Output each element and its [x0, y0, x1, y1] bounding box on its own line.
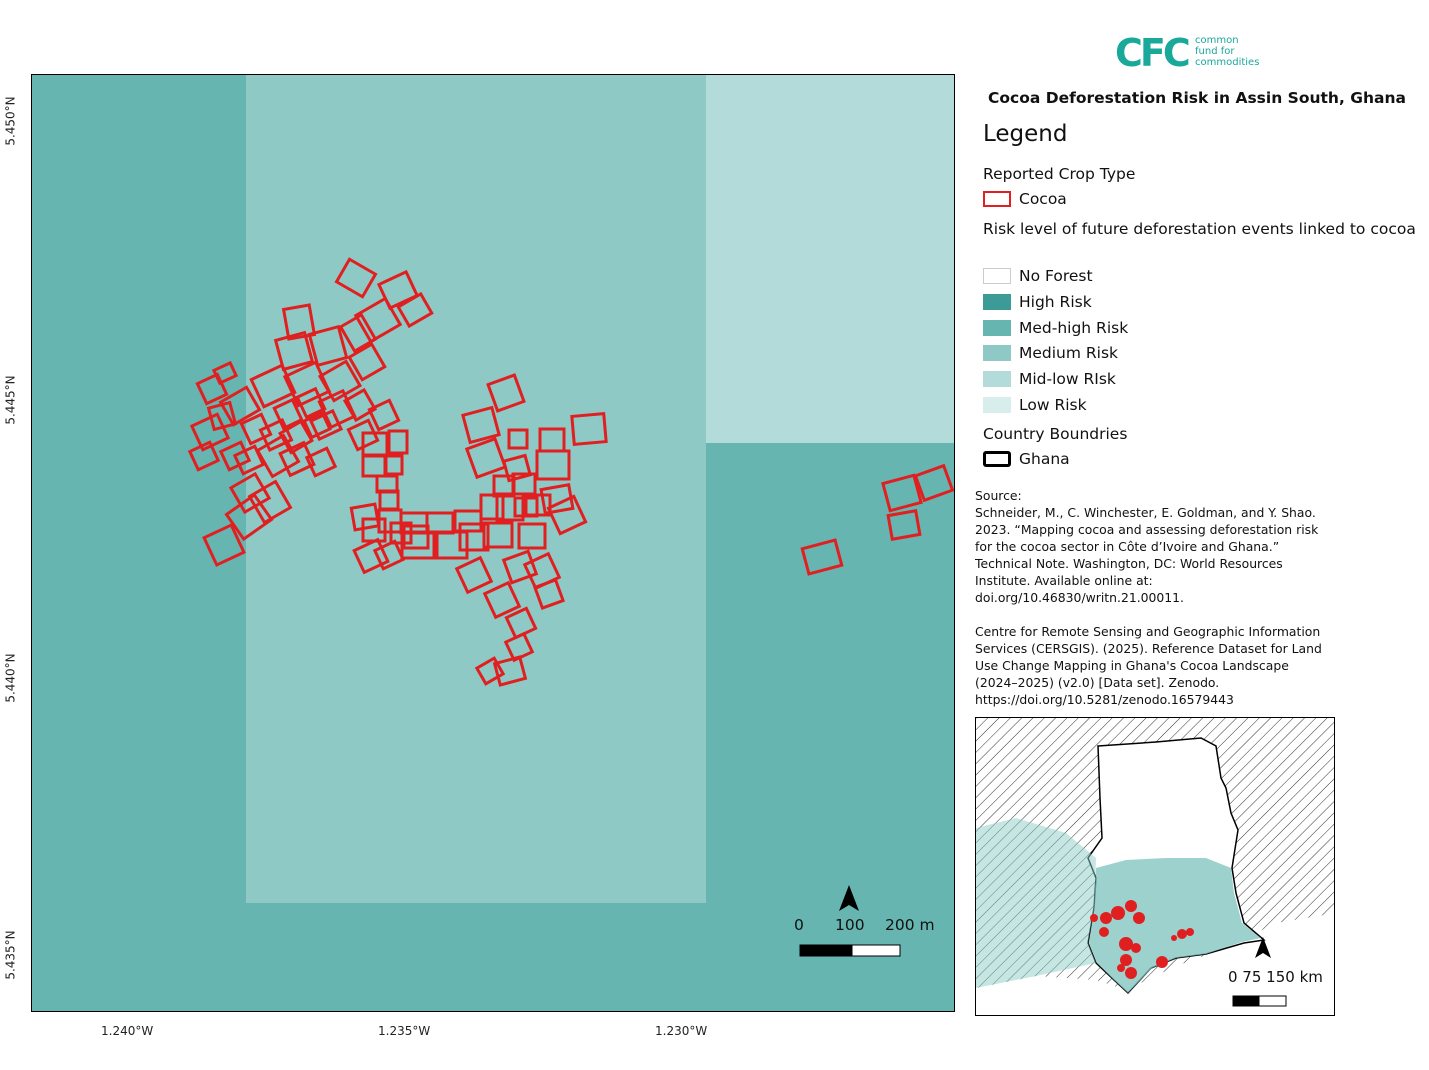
legend-ghana-label: Ghana [1019, 450, 1070, 468]
scale-bar [800, 945, 900, 956]
low-risk-swatch [983, 397, 1011, 413]
lat-tick-label: 5.450°N [3, 96, 18, 146]
source-citation: Schneider, M., C. Winchester, E. Goldman, and Y. Shao. 2023. “Mapping cocoa and assessing deforestation risk for the cocoa sector in Côte d’Ivoire and Ghana.” Technical Note. Washington, DC: World Resources Institute. Available online at: doi.org/10.46830/writn.21.00011. [975, 505, 1319, 605]
logo-mark: CFC [1115, 31, 1188, 75]
legend-risk-item: Med-high Risk [1019, 319, 1129, 337]
scale-label-200: 200 m [885, 916, 935, 934]
map-title: Cocoa Deforestation Risk in Assin South, Ghana [988, 89, 1406, 107]
medium-risk-swatch [983, 345, 1011, 361]
medium-risk-area [246, 75, 706, 903]
lon-tick-label: 1.230°W [655, 1024, 708, 1038]
source-text [975, 487, 1335, 725]
ghana-boundary-swatch [983, 451, 1011, 467]
legend-risk-item: High Risk [1019, 293, 1092, 311]
scale-label-100: 100 [835, 916, 865, 934]
lon-tick-label: 1.235°W [378, 1024, 431, 1038]
source-label: Source: [975, 488, 1022, 503]
high-risk-swatch [983, 294, 1011, 310]
inset-scale-bar [1233, 996, 1286, 1006]
legend-risk-item: Medium Risk [1019, 344, 1119, 362]
scale-label-0: 0 [794, 916, 804, 934]
legend-risk-item: Low Risk [1019, 396, 1087, 414]
cocoa-density-west [976, 818, 1096, 988]
inset-scale-labels: 0 75 150 km [1228, 968, 1323, 986]
logo-word: commodities [1195, 57, 1260, 68]
lon-tick-label: 1.240°W [101, 1024, 154, 1038]
legend-risk-item: No Forest [1019, 267, 1093, 285]
legend-boundary-group: Country Boundries [983, 425, 1128, 443]
lat-tick-label: 5.445°N [3, 375, 18, 425]
logo-word: fund for [1195, 46, 1235, 57]
legend-crop-group: Reported Crop Type [983, 165, 1136, 183]
logo-word: common [1195, 35, 1239, 46]
source-citation: Centre for Remote Sensing and Geographic Information Services (CERSGIS). (2025). Reference Dataset for Land Use Change Mapping in Ghana's Cocoa Landscape (2024–2025) (v2.0) [Data set]. Zenodo. https://doi.org/10.5281/zenodo.16579443 [975, 624, 1322, 707]
mid-low-risk-swatch [983, 371, 1011, 387]
map-canvas [32, 75, 955, 1012]
main-map[interactable] [31, 74, 955, 1012]
lat-tick-label: 5.440°N [3, 653, 18, 703]
med-high-risk-swatch [983, 320, 1011, 336]
legend-risk-group: Risk level of future deforestation events linked to cocoa [983, 220, 1416, 238]
lat-tick-label: 5.435°N [3, 930, 18, 980]
cocoa-swatch [983, 191, 1011, 207]
legend-risk-item: Mid-low RIsk [1019, 370, 1116, 388]
no-forest-swatch [983, 268, 1011, 284]
logo-words [1195, 35, 1259, 68]
legend-cocoa-label: Cocoa [1019, 190, 1067, 208]
legend-heading: Legend [983, 121, 1068, 147]
mid-low-risk-area [706, 75, 955, 443]
